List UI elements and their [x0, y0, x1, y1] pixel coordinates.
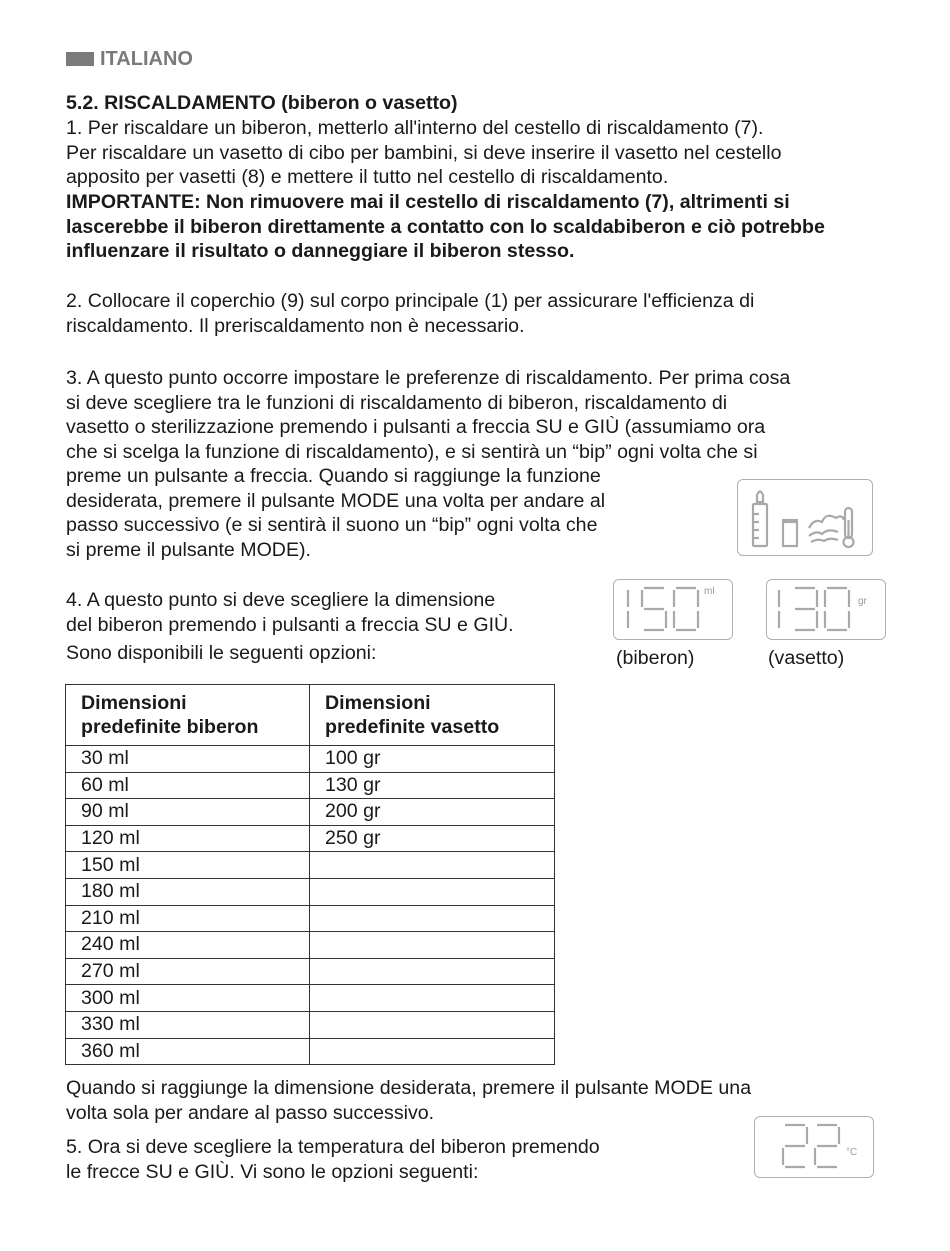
- jar-size-cell: 250 gr: [310, 825, 555, 852]
- bottle-caption: (biberon): [616, 647, 695, 669]
- step4-line: Sono disponibili le seguenti opzioni:: [66, 642, 377, 664]
- step3-line: si deve scegliere tra le funzioni di riscaldamento di biberon, riscaldamento di: [66, 391, 728, 414]
- after-table-line: volta sola per andare al passo successivo.: [66, 1101, 435, 1124]
- bottle-size-cell: 180 ml: [66, 878, 310, 905]
- step2-paragraph: [66, 289, 754, 338]
- bottle-size-cell: 60 ml: [66, 772, 310, 799]
- step3-line: desiderata, premere il pulsante MODE una volta per andare al: [66, 489, 606, 512]
- bottle-icon: [753, 492, 767, 547]
- language-marker-icon: [66, 52, 94, 66]
- bottle-size-cell: 30 ml: [66, 746, 310, 773]
- temperature-unit: °C: [846, 1147, 858, 1158]
- steam-thermometer-icon: [809, 508, 854, 547]
- table-row: [66, 852, 555, 879]
- jar-size-cell: 200 gr: [310, 799, 555, 826]
- header-line: predefinite vasetto: [325, 716, 500, 738]
- jar-size-cell: [310, 958, 555, 985]
- step4-paragraph: [66, 588, 514, 666]
- jar-size-display: [766, 579, 886, 640]
- jar-size-cell: [310, 932, 555, 959]
- step3-line: vasetto o sterilizzazione premendo i pulsanti a freccia SU e GIÙ (assumiamo ora: [66, 416, 766, 438]
- jar-caption: (vasetto): [768, 647, 845, 669]
- table-row: [66, 1038, 555, 1065]
- important-notice: [66, 190, 825, 264]
- header-line: Dimensioni: [81, 691, 187, 714]
- table-header-row: [66, 685, 555, 746]
- step3-paragraph: [66, 366, 790, 562]
- bottle-size-display: [613, 579, 733, 640]
- bottle-size-cell: 360 ml: [66, 1038, 310, 1065]
- section-title: 5.2. RISCALDAMENTO (biberon o vasetto): [66, 92, 458, 114]
- step3-line: passo successivo (e si sentirà il suono un “bip” ogni volta che: [66, 514, 598, 536]
- header-bottle-sizes: [66, 685, 310, 746]
- jar-size-cell: [310, 905, 555, 932]
- jar-size-cell: [310, 878, 555, 905]
- important-line: lascerebbe il biberon direttamente a contatto con lo scaldabiberon e ciò potrebbe: [66, 215, 825, 238]
- step3-line: che si scelga la funzione di riscaldamento), e si sentirà un “bip” ogni volta che si: [66, 440, 758, 463]
- step4-line: 4. A questo punto si deve scegliere la dimensione: [66, 589, 496, 611]
- table-row: [66, 799, 555, 826]
- bottle-size-cell: 270 ml: [66, 958, 310, 985]
- step1-line: apposito per vasetti (8) e mettere il tutto nel cestello di riscaldamento.: [66, 166, 669, 188]
- header-line: Dimensioni: [325, 691, 431, 714]
- language-label: ITALIANO: [100, 47, 193, 70]
- step2-line: riscaldamento. Il preriscaldamento non è necessario.: [66, 314, 525, 337]
- jar-size-cell: [310, 1038, 555, 1065]
- bottle-size-cell: 210 ml: [66, 905, 310, 932]
- jar-size-cell: 100 gr: [310, 746, 555, 773]
- step5-paragraph: [66, 1135, 600, 1184]
- table-row: [66, 985, 555, 1012]
- table-row: [66, 746, 555, 773]
- table-row: [66, 825, 555, 852]
- bottle-size-cell: 240 ml: [66, 932, 310, 959]
- step2-line: 2. Collocare il coperchio (9) sul corpo principale (1) per assicurare l'efficienza di: [66, 290, 755, 312]
- step1-line: 1. Per riscaldare un biberon, metterlo all'interno del cestello di riscaldamento (7).: [66, 117, 764, 139]
- bottle-size-cell: 120 ml: [66, 825, 310, 852]
- jar-size-cell: [310, 985, 555, 1012]
- after-table-line: Quando si raggiunge la dimensione desiderata, premere il pulsante MODE una: [66, 1077, 752, 1099]
- table-row: [66, 878, 555, 905]
- preset-sizes-table: [65, 684, 555, 1065]
- after-table-paragraph: [66, 1076, 751, 1125]
- jar-size-cell: [310, 1011, 555, 1038]
- step3-line: 3. A questo punto occorre impostare le preferenze di riscaldamento. Per prima cosa: [66, 367, 791, 389]
- step3-line: si preme il pulsante MODE).: [66, 538, 311, 561]
- step4-line: del biberon premendo i pulsanti a freccia SU e GIÙ.: [66, 613, 514, 636]
- step3-line: preme un pulsante a freccia. Quando si raggiunge la funzione: [66, 465, 601, 487]
- jar-icon: [782, 520, 798, 546]
- step1-line: Per riscaldare un vasetto di cibo per bambini, si deve inserire il vasetto nel cestello: [66, 141, 782, 164]
- jar-size-cell: [310, 852, 555, 879]
- language-header: [66, 47, 193, 71]
- jar-size-cell: 130 gr: [310, 772, 555, 799]
- jar-unit: gr: [858, 596, 867, 607]
- jar-size-digits: [767, 580, 885, 639]
- step1-paragraph: [66, 116, 782, 190]
- bottle-size-cell: 90 ml: [66, 799, 310, 826]
- bottle-size-cell: 300 ml: [66, 985, 310, 1012]
- step5-line: 5. Ora si deve scegliere la temperatura del biberon premendo: [66, 1136, 600, 1158]
- table-row: [66, 772, 555, 799]
- bottle-size-cell: 150 ml: [66, 852, 310, 879]
- step5-line: le frecce SU e GIÙ. Vi sono le opzioni seguenti:: [66, 1160, 479, 1183]
- header-line: predefinite biberon: [81, 716, 259, 738]
- bottle-unit: ml: [704, 586, 715, 597]
- table-row: [66, 905, 555, 932]
- table-row: [66, 932, 555, 959]
- header-jar-sizes: [310, 685, 555, 746]
- bottle-size-cell: 330 ml: [66, 1011, 310, 1038]
- important-line: influenzare il risultato o danneggiare il biberon stesso.: [66, 240, 575, 262]
- temperature-display: [754, 1116, 874, 1178]
- important-line: IMPORTANTE: Non rimuovere mai il cestello di riscaldamento (7), altrimenti si: [66, 191, 790, 213]
- table-row: [66, 958, 555, 985]
- mode-selection-display: [737, 479, 873, 556]
- table-row: [66, 1011, 555, 1038]
